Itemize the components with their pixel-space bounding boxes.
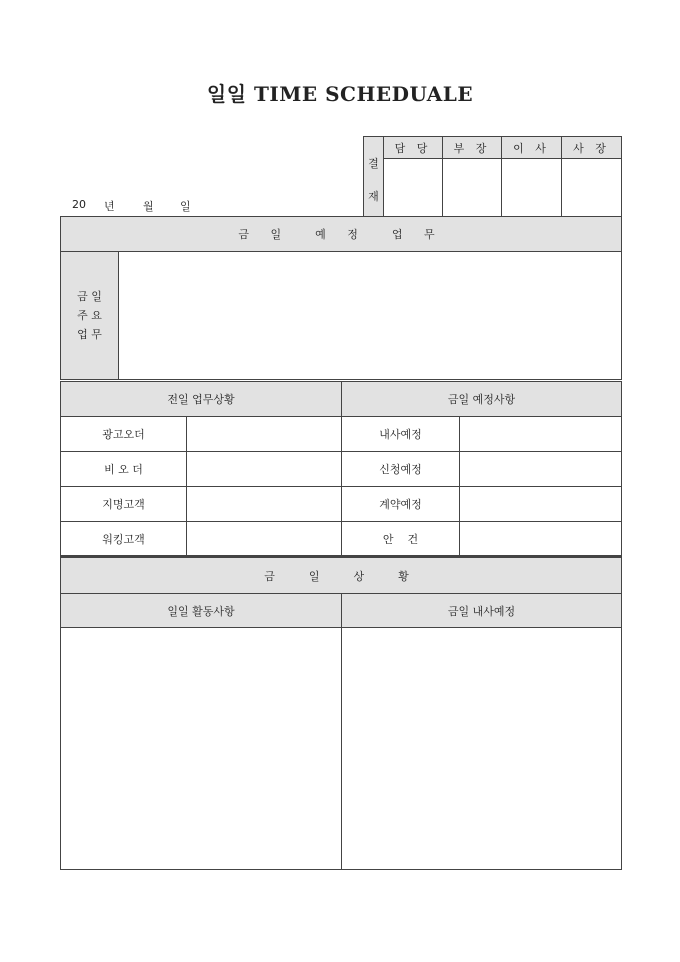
daily-activity-header: 일일 활동사항	[61, 594, 342, 628]
today-schedule-header: 금일 예정사항	[342, 381, 622, 417]
status-row-value-right[interactable]	[460, 522, 622, 557]
approval-label-cell	[364, 137, 384, 218]
approval-role: 사 장	[562, 137, 622, 159]
status-row-value-left[interactable]	[187, 522, 342, 557]
today-status-header: 금 일 상 황	[61, 557, 622, 594]
approval-role: 이 사	[502, 137, 562, 159]
status-row-label-right: 신청예정	[342, 452, 460, 487]
status-row-label-right: 계약예정	[342, 487, 460, 522]
status-row-label-left: 광고오더	[61, 417, 187, 452]
today-visit-schedule-content[interactable]	[342, 628, 622, 870]
date-year-label: 년	[104, 200, 115, 213]
status-row-value-left[interactable]	[187, 452, 342, 487]
status-row-label-left: 지명고객	[61, 487, 187, 522]
status-row-label-right: 안 건	[342, 522, 460, 557]
approval-signature-cell[interactable]	[384, 159, 443, 218]
today-planned-content[interactable]	[119, 252, 622, 380]
today-planned-section	[60, 216, 622, 380]
approval-signature-cell[interactable]	[502, 159, 562, 218]
status-row-value-left[interactable]	[187, 487, 342, 522]
approval-box	[363, 136, 622, 218]
status-row-label-left: 비 오 더	[61, 452, 187, 487]
status-row-value-right[interactable]	[460, 487, 622, 522]
date-day-label: 일	[180, 200, 191, 213]
previous-day-status-header: 전일 업무상황	[61, 381, 342, 417]
today-planned-side-label-cell	[61, 252, 119, 380]
approval-role: 담 당	[384, 137, 443, 159]
date-year-prefix: 20	[72, 198, 86, 211]
status-row-label-right: 내사예정	[342, 417, 460, 452]
approval-role: 부 장	[443, 137, 502, 159]
today-visit-schedule-header: 금일 내사예정	[342, 594, 622, 628]
approval-signature-cell[interactable]	[443, 159, 502, 218]
status-row-value-right[interactable]	[460, 417, 622, 452]
status-row-value-right[interactable]	[460, 452, 622, 487]
approval-label-top: 결	[368, 157, 379, 170]
today-status-section	[60, 555, 622, 870]
today-planned-side-label: 금 일 주 요 업 무	[77, 290, 102, 341]
approval-label-bottom: 재	[368, 190, 379, 203]
status-row-label-left: 워킹고객	[61, 522, 187, 557]
daily-activity-content[interactable]	[61, 628, 342, 870]
today-planned-header: 금 일 예 정 업 무	[61, 217, 622, 252]
status-row-value-left[interactable]	[187, 417, 342, 452]
status-section	[60, 379, 622, 557]
approval-signature-cell[interactable]	[562, 159, 622, 218]
date-month-label: 월	[143, 200, 154, 213]
page-title: 일일 TIME SCHEDUALE	[206, 82, 474, 106]
